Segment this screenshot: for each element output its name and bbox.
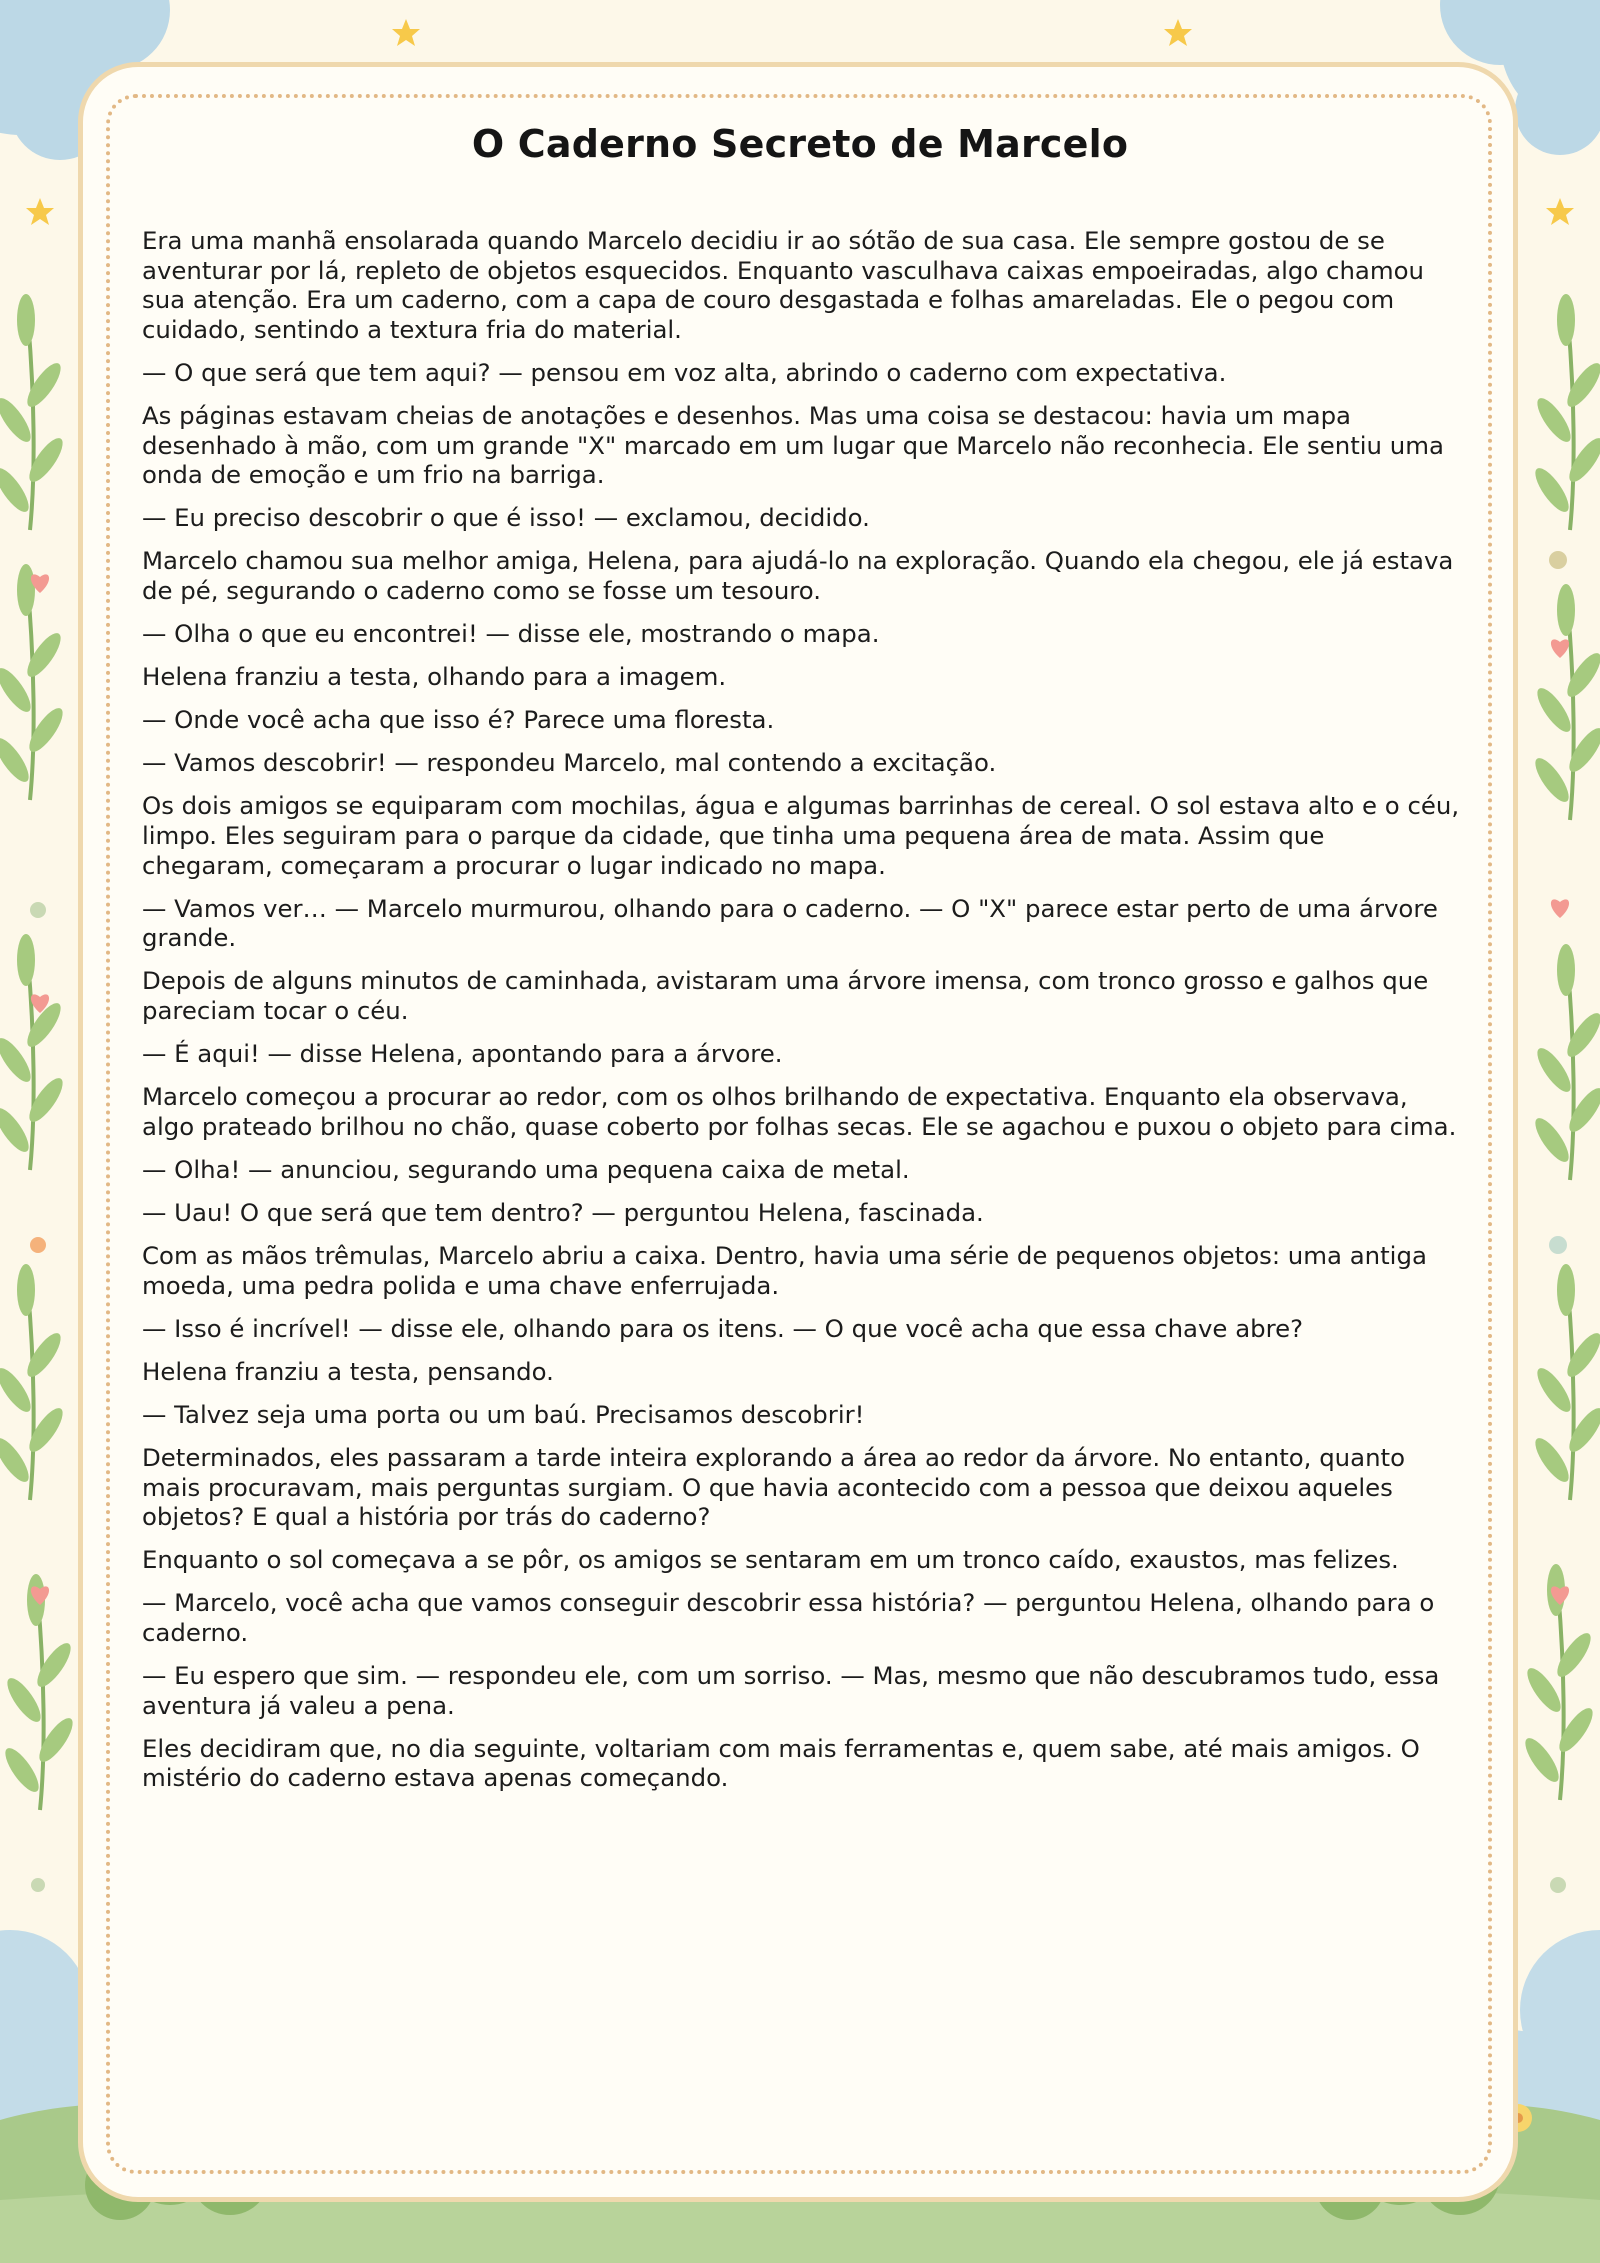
story-body [142, 226, 1462, 1806]
story-paragraph: As páginas estavam cheias de anotações e desenhos. Mas uma coisa se destacou: havia um mapa desenhado à mão, com um grande "X" marcado em um lugar que Marcelo não reconhecia. Ele sentiu uma onda de emoção e um frio na barriga. [142, 400, 1444, 490]
story-paragraph: — Olha o que eu encontrei! — disse ele, mostrando o mapa. [142, 619, 880, 649]
story-paragraph: — Isso é incrível! — disse ele, olhando para os itens. — O que você acha que essa chave abre? [142, 1313, 1304, 1343]
story-paragraph: Helena franziu a testa, olhando para a imagem. [142, 662, 727, 692]
leaf-branch-icon [1520, 294, 1600, 1800]
story-paragraph: — É aqui! — disse Helena, apontando para a árvore. [142, 1039, 783, 1069]
story-paragraph: Os dois amigos se equiparam com mochilas, água e algumas barrinhas de cereal. O sol estava alto e o céu, limpo. Eles seguiram para o parque da cidade, que tinha uma pequena área de mata. Assim que chegaram, começaram a procurar o lugar indicado no mapa. [142, 791, 1460, 880]
story-title: O Caderno Secreto de Marcelo [471, 122, 1129, 166]
story-paragraph: — Onde você acha que isso é? Parece uma floresta. [142, 705, 775, 735]
story-paragraph: Era uma manhã ensolarada quando Marcelo decidiu ir ao sótão de sua casa. Ele sempre gostou de se aventurar por lá, repleto de objetos esquecidos. Enquanto vasculhava caixas empoeiradas, algo chamou sua atenção. Era um caderno, com a capa de couro desgastada e folhas amareladas. Ele o pegou com cuidado, sentindo a textura fria do material. [142, 226, 1424, 344]
story-paragraph: Com as mãos trêmulas, Marcelo abriu a caixa. Dentro, havia uma série de pequenos objetos: uma antiga moeda, uma pedra polida e uma chave enferrujada. [142, 1241, 1427, 1300]
story-paragraph: — Marcelo, você acha que vamos conseguir descobrir essa história? — perguntou Helena, olhando para o caderno. [142, 1588, 1435, 1647]
story-paragraph: — Talvez seja uma porta ou um baú. Precisamos descobrir! [142, 1399, 865, 1429]
story-paragraph: — Vamos ver… — Marcelo murmurou, olhando para o caderno. — O "X" parece estar perto de uma árvore grande. [142, 893, 1438, 953]
story-paragraph: — Vamos descobrir! — respondeu Marcelo, mal contendo a excitação. [142, 748, 997, 778]
story-paragraph: — O que será que tem aqui? — pensou em voz alta, abrindo o caderno com expectativa. [142, 357, 1227, 387]
story-paragraph: — Olha! — anunciou, segurando uma pequena caixa de metal. [142, 1154, 910, 1184]
story-paragraph: — Eu espero que sim. — respondeu ele, com um sorriso. — Mas, mesmo que não descubramos tudo, essa aventura já valeu a pena. [142, 1661, 1440, 1720]
story-paragraph: Depois de alguns minutos de caminhada, avistaram uma árvore imensa, com tronco grosso e galhos que pareciam tocar o céu. [142, 966, 1429, 1025]
story-paragraph: Marcelo começou a procurar ao redor, com os olhos brilhando de expectativa. Enquanto ela observava, algo prateado brilhou no chão, quase coberto por folhas secas. Ele se agachou e puxou o objeto para cima. [142, 1082, 1457, 1141]
story-paragraph: Determinados, eles passaram a tarde inteira explorando a área ao redor da árvore. No entanto, quanto mais procuravam, mais perguntas surgiam. O que havia acontecido com a pessoa que deixou aqueles objetos? E qual a história por trás do caderno? [142, 1443, 1406, 1532]
story-paragraph: Helena franziu a testa, pensando. [142, 1356, 554, 1386]
story-paragraph: Enquanto o sol começava a se pôr, os amigos se sentaram em um tronco caído, exaustos, mas felizes. [142, 1545, 1399, 1575]
story-paragraph: Eles decidiram que, no dia seguinte, voltariam com mais ferramentas e, quem sabe, até mais amigos. O mistério do caderno estava apenas começando. [142, 1733, 1420, 1793]
leaf-branch-icon [0, 294, 78, 1810]
story-paragraph: — Eu preciso descobrir o que é isso! — exclamou, decidido. [142, 503, 870, 533]
story-paragraph: — Uau! O que será que tem dentro? — perguntou Helena, fascinada. [142, 1197, 984, 1227]
story-paragraph: Marcelo chamou sua melhor amiga, Helena, para ajudá-lo na exploração. Quando ela chegou, ele já estava de pé, segurando o caderno como se fosse um tesouro. [142, 546, 1454, 605]
